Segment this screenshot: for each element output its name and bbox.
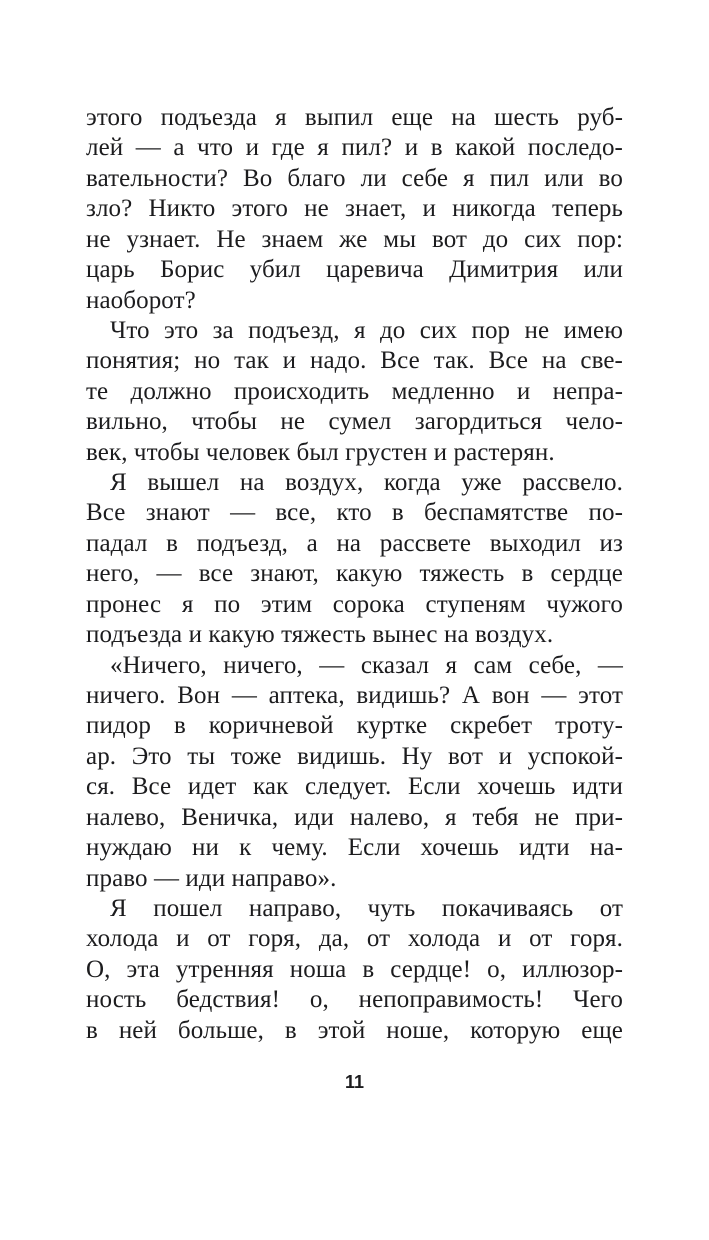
text-line: Я пошел направо, чуть покачиваясь от — [110, 894, 623, 922]
text-line: этого подъезда я выпил еще на шесть руб- — [86, 104, 623, 131]
text-line: в ней больше, в этой ноше, которую еще — [86, 1016, 623, 1044]
paragraph — [86, 651, 623, 894]
text-line: налево, Веничка, иди налево, я тебя не при- — [86, 803, 623, 831]
text-line: царь Борис убил царевича Димитрия или — [86, 256, 623, 284]
text-line: пидор в коричневой куртке скребет троту- — [86, 712, 623, 740]
text-line: ность бедствия! о, непоправимость! Чего — [86, 986, 623, 1014]
text-line: понятия; но так и надо. Все так. Все на све- — [86, 347, 623, 375]
text-line: холода и от горя, да, от холода и от горя. — [86, 925, 623, 953]
text-line: О, эта утренняя ноша в сердце! о, иллюзор- — [86, 955, 623, 983]
text-line: него, — все знают, какую тяжесть в сердце — [86, 560, 623, 588]
text-line: наоборот? — [86, 286, 196, 314]
paragraph — [86, 316, 623, 468]
text-line: нуждаю ни к чему. Если хочешь идти на- — [86, 834, 623, 862]
text-line: лей — а что и где я пил? и в какой последо- — [86, 134, 623, 162]
text-line: Все знают — все, кто в беспамятстве по- — [86, 499, 623, 527]
body-text — [86, 103, 623, 1046]
text-line: зло? Никто этого не знает, и никогда теперь — [86, 195, 623, 223]
text-line: ничего. Вон — аптека, видишь? А вон — этот — [86, 682, 623, 710]
text-line: ар. Это ты тоже видишь. Ну вот и успокой- — [86, 742, 623, 770]
text-line: «Ничего, ничего, — сказал я сам себе, — — [110, 651, 623, 679]
text-line: падал в подъезд, а на рассвете выходил из — [86, 529, 623, 557]
text-line: вильно, чтобы не сумел загордиться чело- — [86, 408, 623, 436]
text-line: Что это за подъезд, я до сих пор не имею — [110, 316, 623, 344]
text-line: те должно происходить медленно и непра- — [86, 377, 623, 405]
text-line: Я вышел на воздух, когда уже рассвело. — [110, 469, 623, 497]
paragraph — [86, 894, 623, 1046]
text-line: не узнает. Не знаем же мы вот до сих пор: — [86, 225, 623, 253]
text-line: подъезда и какую тяжесть вынес на воздух. — [86, 621, 554, 649]
text-line: вательности? Во благо ли себе я пил или во — [86, 164, 623, 192]
text-line: право — иди направо». — [86, 864, 337, 892]
page-number: 11 — [344, 1072, 365, 1092]
text-line: пронес я по этим сорока ступеням чужого — [86, 590, 623, 618]
text-line: век, чтобы человек был грустен и растерян. — [86, 438, 555, 466]
text-line: ся. Все идет как следует. Если хочешь идти — [86, 773, 623, 801]
paragraph — [86, 103, 623, 316]
paragraph — [86, 468, 623, 651]
